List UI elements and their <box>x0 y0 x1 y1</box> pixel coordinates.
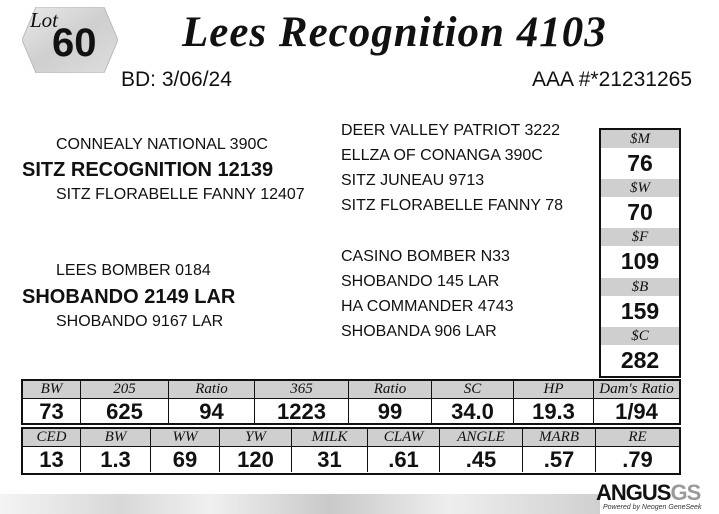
index-value: 109 <box>620 248 660 275</box>
decorative-strip <box>0 494 600 514</box>
epd-value: 13 <box>23 447 81 472</box>
epd-header: YW <box>220 429 292 446</box>
epd-value: .79 <box>622 447 653 472</box>
great-grandparent: HA COMMANDER 4743 <box>341 298 514 315</box>
sire-sire: CONNEALY NATIONAL 390C <box>56 136 268 153</box>
logo-main: ANGUS <box>596 480 671 505</box>
perf-value: 1/94 <box>615 399 658 424</box>
perf-header: 205 <box>81 381 169 398</box>
epd-value: .57 <box>523 447 596 472</box>
index-label: $B <box>601 278 679 296</box>
great-grandparent: ELLZA OF CONANGA 390C <box>341 147 543 164</box>
perf-value: 1223 <box>255 399 349 424</box>
dollar-index-box <box>599 128 681 378</box>
index-cell-m <box>601 130 679 180</box>
epd-header-row <box>23 429 679 446</box>
epd-table <box>21 427 681 475</box>
index-value: 76 <box>627 150 653 176</box>
perf-header: 365 <box>255 381 349 398</box>
angus-gs-logo <box>596 480 700 506</box>
perf-value: 73 <box>23 399 81 424</box>
performance-value-row <box>23 398 679 424</box>
great-grandparent: DEER VALLEY PATRIOT 3222 <box>341 122 561 139</box>
epd-header: RE <box>596 429 679 446</box>
performance-table <box>21 379 681 425</box>
lot-label: Lot <box>30 8 59 32</box>
epd-value: 31 <box>292 447 368 472</box>
epd-value: .45 <box>440 447 523 472</box>
epd-value: 120 <box>220 447 292 472</box>
perf-value: 94 <box>169 399 255 424</box>
logo-tagline: Powered by Neogen GeneSeek <box>603 504 702 511</box>
perf-header: Ratio <box>169 381 255 398</box>
perf-value: 19.3 <box>514 399 594 424</box>
index-cell-w <box>601 179 679 229</box>
registration-number: AAA #*21231265 <box>532 68 692 91</box>
perf-value: 34.0 <box>432 399 514 424</box>
great-grandparent: SITZ JUNEAU 9713 <box>341 172 485 189</box>
lot-number: 60 <box>52 21 97 65</box>
dam-name: SHOBANDO 2149 LAR <box>22 286 236 308</box>
birth-date: BD: 3/06/24 <box>121 68 232 91</box>
epd-header: CLAW <box>368 429 440 446</box>
animal-name-title: Lees Recognition 4103 <box>182 9 607 56</box>
performance-header-row <box>23 381 679 398</box>
index-label: $W <box>601 179 679 197</box>
epd-value: .61 <box>368 447 440 472</box>
great-grandparent: SHOBANDA 906 LAR <box>341 323 497 340</box>
great-grandparent: SHOBANDO 145 LAR <box>341 273 500 290</box>
index-label: $F <box>601 228 679 246</box>
epd-header: WW <box>151 429 220 446</box>
epd-value-row <box>23 446 679 472</box>
great-grandparent: SITZ FLORABELLE FANNY 78 <box>341 197 564 214</box>
index-label: $M <box>601 130 679 148</box>
epd-header: MARB <box>523 429 596 446</box>
index-value: 159 <box>620 297 660 324</box>
sire-dam: SITZ FLORABELLE FANNY 12407 <box>56 186 305 203</box>
epd-value: 69 <box>151 447 220 472</box>
perf-header: SC <box>432 381 514 398</box>
epd-value: 1.3 <box>81 447 151 472</box>
epd-header: CED <box>23 429 81 446</box>
perf-value: 625 <box>81 399 169 424</box>
perf-header: Dam's Ratio <box>594 381 679 398</box>
index-value: 282 <box>620 346 660 373</box>
index-cell-f <box>601 228 679 278</box>
dam-dam: SHOBANDO 9167 LAR <box>56 313 224 330</box>
epd-header: BW <box>81 429 151 446</box>
perf-header: HP <box>514 381 594 398</box>
index-cell-b <box>601 278 679 328</box>
epd-header: MILK <box>292 429 368 446</box>
epd-header: ANGLE <box>440 429 523 446</box>
index-label: $C <box>601 327 679 345</box>
perf-value: 99 <box>349 399 432 424</box>
logo-suffix: GS <box>670 480 701 505</box>
perf-header: BW <box>23 381 81 398</box>
perf-header: Ratio <box>349 381 432 398</box>
great-grandparent: CASINO BOMBER N33 <box>341 248 510 265</box>
index-cell-c <box>601 327 679 376</box>
index-value: 70 <box>627 199 653 226</box>
dam-sire: LEES BOMBER 0184 <box>56 262 211 279</box>
sire-name: SITZ RECOGNITION 12139 <box>22 159 274 181</box>
